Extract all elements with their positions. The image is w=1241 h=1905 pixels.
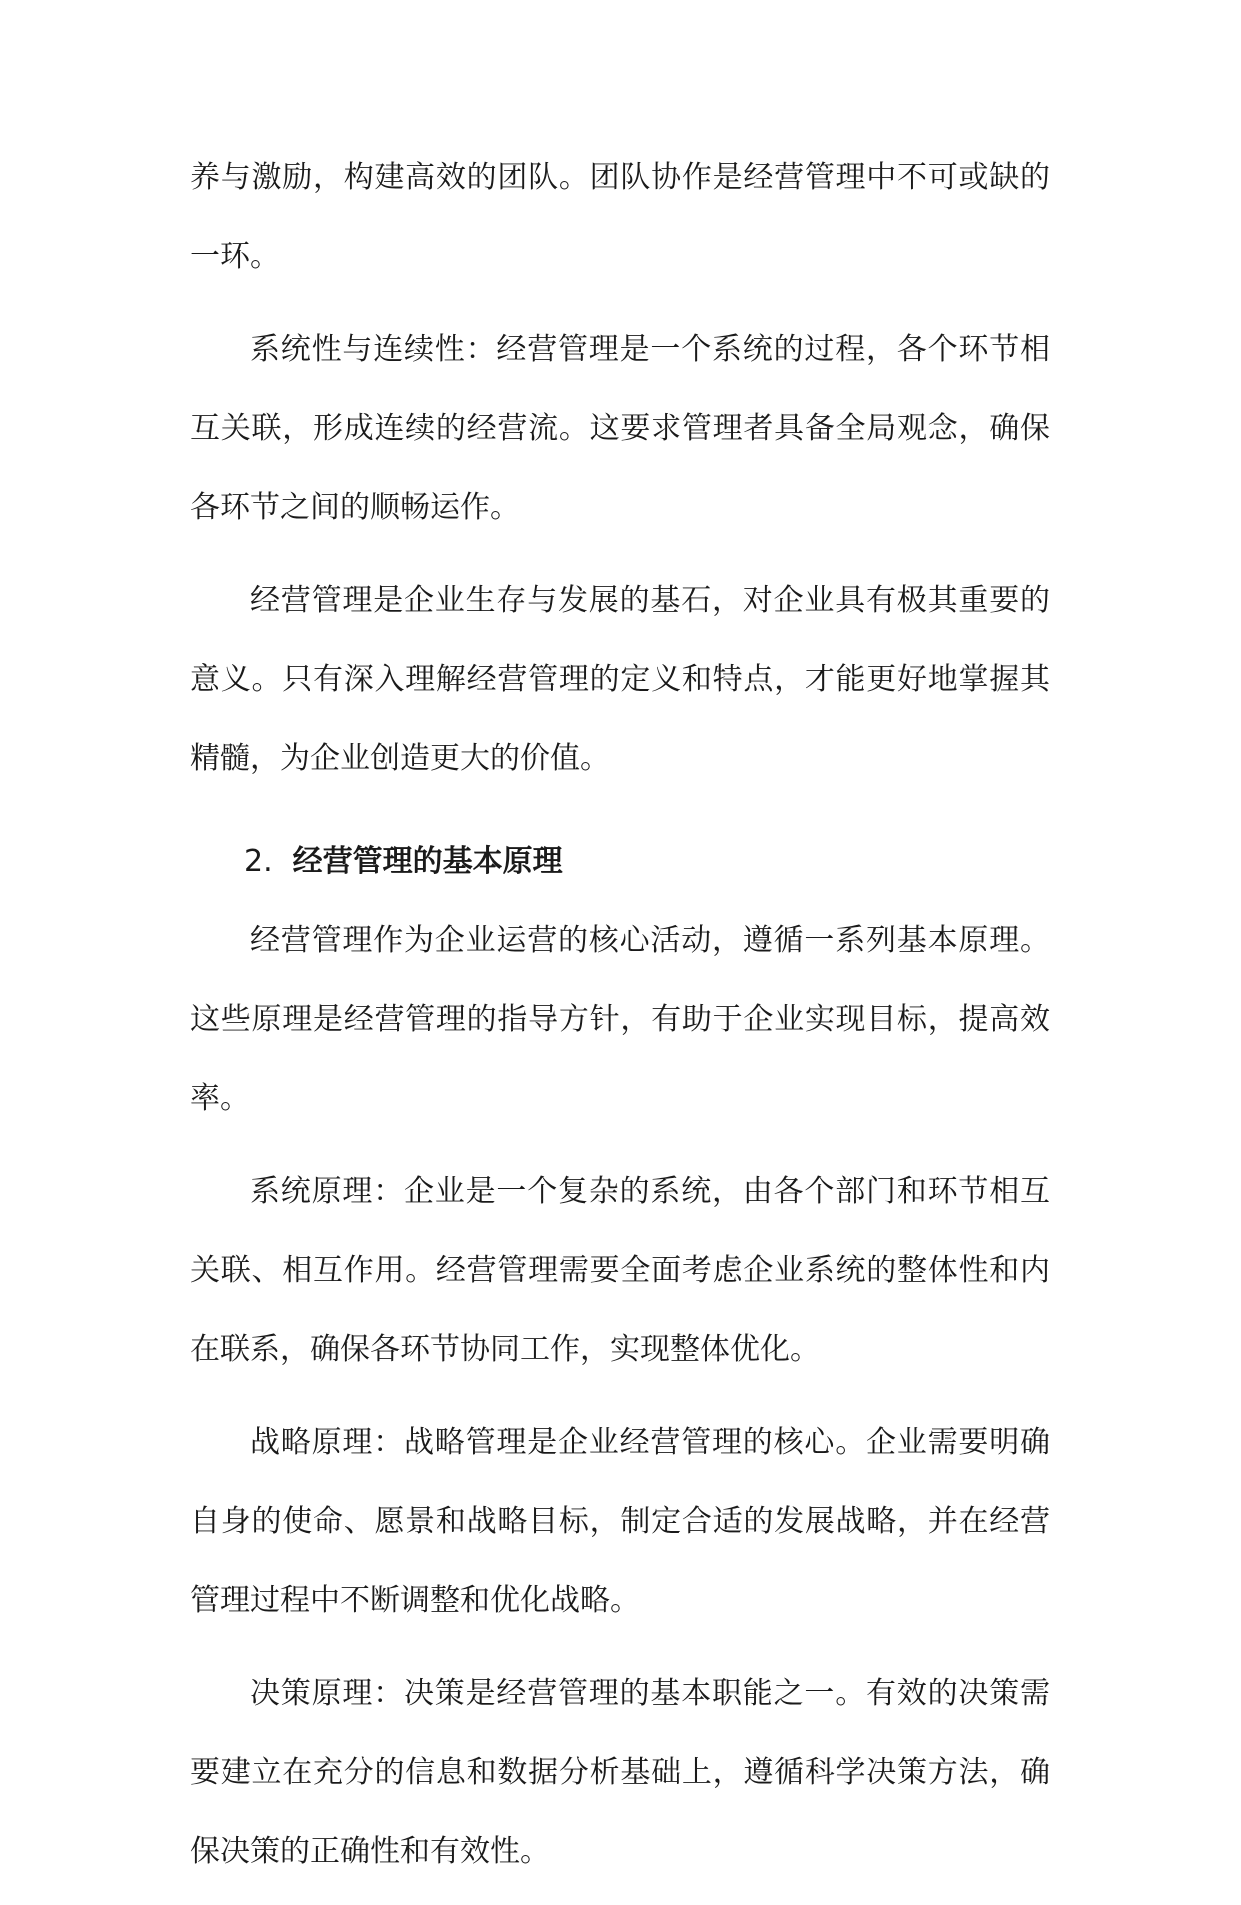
paragraph-strategy-principle: 战略原理：战略管理是企业经营管理的核心。企业需要明确自身的使命、愿景和战略目标，制定合适的发展战略，并在经营管理过程中不断调整和优化战略。 <box>190 1425 1050 1618</box>
paragraph-system-principle: 系统原理：企业是一个复杂的系统，由各个部门和环节相互关联、相互作用。经营管理需要全面考虑企业系统的整体性和内在联系，确保各环节协同工作，实现整体优化。 <box>190 1174 1050 1367</box>
paragraph-decision-principle: 决策原理：决策是经营管理的基本职能之一。有效的决策需要建立在充分的信息和数据分析基础上，遵循科学决策方法，确保决策的正确性和有效性。 <box>190 1676 1050 1869</box>
section-number: 2. <box>244 844 273 879</box>
section-title: 经营管理的基本原理 <box>292 844 563 879</box>
paragraph-principles-intro: 经营管理作为企业运营的核心活动，遵循一系列基本原理。这些原理是经营管理的指导方针，有助于企业实现目标，提高效率。 <box>190 923 1050 1116</box>
paragraph-systematic-continuity: 系统性与连续性：经营管理是一个系统的过程，各个环节相互关联，形成连续的经营流。这要求管理者具备全局观念，确保各环节之间的顺畅运作。 <box>190 332 1050 525</box>
section-heading <box>190 822 1050 901</box>
paragraph-significance: 经营管理是企业生存与发展的基石，对企业具有极其重要的意义。只有深入理解经营管理的定义和特点，才能更好地掌握其精髓，为企业创造更大的价值。 <box>190 583 1050 776</box>
document-body <box>190 138 1050 1905</box>
paragraph-team-collaboration: 养与激励，构建高效的团队。团队协作是经营管理中不可或缺的一环。 <box>190 160 1050 274</box>
